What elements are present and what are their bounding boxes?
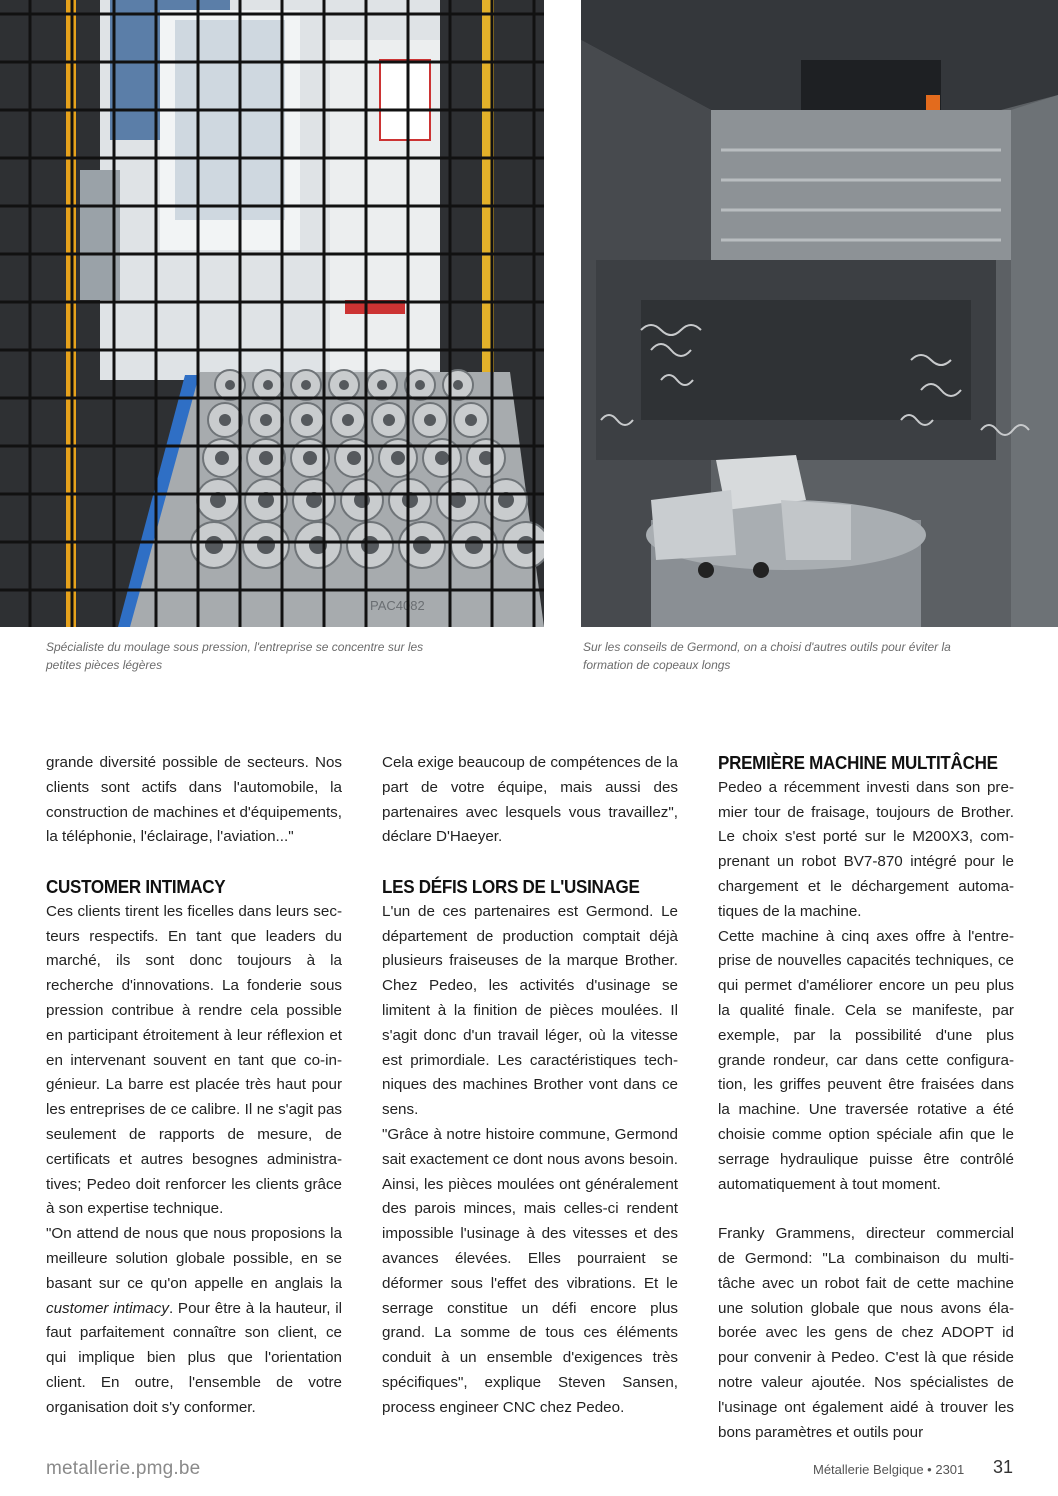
paragraph: L'un de ces partenaires est Germond. Le département de production comptait déjà plusieurs fraiseuses de la marque Brother. Chez Pedeo, les activités d'usinage se limitent à la finition de pièces moulées. Il s'agit donc d'un travail léger, où la vitesse est primordiale. Les caractéristiques techniques des machines Brother vont dans ce sens. [382,902,678,1119]
die-casting-parts-image [0,0,544,627]
photo-cnc-machine-interior [581,0,1058,627]
article-column-1 [46,751,342,1421]
article-column-3 [718,751,1014,1445]
footer-website-link[interactable]: metallerie.pmg.be [46,1458,201,1479]
cnc-machine-image [581,0,1058,627]
footer-publication: Métallerie Belgique • 2301 [813,1462,965,1477]
page-number: 31 [993,1457,1014,1477]
paragraph: Pedeo a récemment investi dans son premier tour de fraisage, toujours de Brother. Le choix s'est porté sur le M200X3, comprenant un robot BV7-870 intégré pour le chargement et le déchargement automatiques de la machine. [718,778,1014,920]
paragraph-quote [46,1222,342,1420]
heading-customer-intimacy: CUSTOMER INTIMACY [46,875,226,897]
text-run: . Pour être à la hauteur, il faut parfaitement connaître son client, ce qui implique bien plus que l'orientation client. En outre, l'ensemble de votre organisation doit s'y conformer. [46,1299,342,1416]
text-run: "On attend de nous que nous proposions la meilleure solution globale possible, en se basant sur ce qu'on appelle en anglais la [46,1225,342,1292]
paragraph-quote: "Grâce à notre histoire commune, Germond sait exactement ce dont nous avons besoin. Ainsi, les pièces moulées ont généralement des parois minces, mais celles-ci rendent impossible l'usinage à des vitesses et des avances élevées. Elles pourraient se déformer sous l'effet des vibrations. Et le serrage constitue un défi encore plus grand. La somme de tous ces éléments conduit à un ensemble d'exigences très spécifiques", explique Steven Sansen, process engineer CNC chez Pedeo. [382,1125,678,1416]
paragraph-quote: Franky Grammens, directeur commercial de Germond: "La combinaison du multitâche avec un robot fait de cette machine une solution globale que nous avons élaborée avec les gens de chez ADOPT id pour convenir à Pedeo. C'est là que réside notre valeur ajoutée. Nos spécialistes de l'usinage ont également aidé à trouver les bons paramètres et outils pour [718,1225,1014,1441]
paragraph: Cette machine à cinq axes offre à l'entreprise de nouvelles capacités techniques, ce qui permet d'améliorer encore un peu plus la qualité finale. Cela se manifeste, par exemple, par la possibilité d'une plus grande rondeur, car dans cette configuration, les griffes peuvent être fraisées dans la machine. Une traversée rotative a été choisie comme option spéciale afin que le serrage hydraulique puisse être contrôlé automatiquement à tout moment. [718,927,1014,1193]
heading-premiere-machine: PREMIÈRE MACHINE MULTITÂCHE [718,752,998,773]
photo-caption-right: Sur les conseils de Germond, on a choisi d'autres outils pour éviter la formation de copeaux longs [583,640,951,672]
emphasis-customer-intimacy: customer intimacy [46,1299,169,1317]
photo-die-casting-parts [0,0,544,627]
article-column-2 [382,751,678,1421]
tray-label: PAC4082 [370,598,425,613]
paragraph: Ces clients tirent les ficelles dans leurs secteurs respectifs. En tant que leaders du marché, ils sont donc toujours à la recherche d'innovations. La fonderie sous pression contribue à rendre cela possible en participant étroitement à leur réflexion et en intervenant souvent en tant que co-ingénieur. La barre est placée très haut pour les entreprises de ce calibre. Il ne s'agit pas seulement de rapports de mesure, de certificats et autres besognes administratives; Pedeo doit renforcer les clients grâce à son expertise technique. [46,902,342,1218]
heading-defis-usinage: LES DÉFIS LORS DE L'USINAGE [382,875,640,897]
paragraph: grande diversité possible de secteurs. Nos clients sont actifs dans l'automobile, la construction de machines et d'équipements, la téléphonie, l'éclairage, l'aviation..." [46,754,342,846]
paragraph: Cela exige beaucoup de compétences de la part de votre équipe, mais aussi des partenaires avec lesquels vous travaillez", déclare D'Haeyer. [382,754,678,846]
photo-caption-left: Spécialiste du moulage sous pression, l'entreprise se concentre sur les petites pièces légères [46,640,424,672]
